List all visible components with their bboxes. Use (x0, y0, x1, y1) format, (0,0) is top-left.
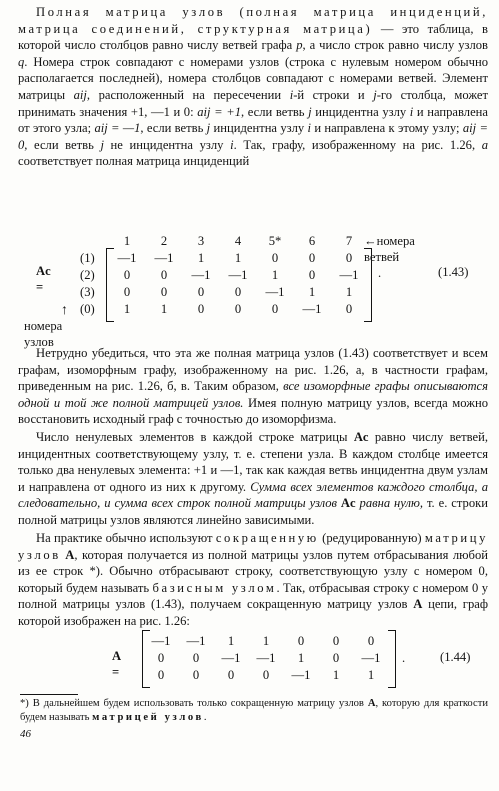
matrix-cell: 1 (160, 302, 168, 316)
reduced-matrix-cell: 0 (192, 651, 200, 665)
reduced-matrix-trailing-dot: . (402, 651, 406, 665)
matrix-cell: 0 (197, 302, 205, 316)
reduced-matrix-cell: —1 (151, 634, 171, 648)
matrix-cell: 0 (160, 268, 168, 282)
reduced-matrix-cell: 1 (367, 668, 375, 682)
footnote: *) В дальнейшем будем использовать только сокращенную матрицу узлов A, которую для краткости будем называть матрицей узлов. (20, 698, 488, 723)
reduced-matrix-cell: 0 (297, 634, 305, 648)
matrix-cell: 1 (234, 251, 242, 265)
equation-number-1-44: (1.44) (440, 650, 471, 664)
matrix-cell: 0 (123, 285, 131, 299)
reduced-matrix-cell: 1 (297, 651, 305, 665)
matrix-cell: 0 (197, 285, 205, 299)
matrix-cell: 0 (345, 302, 353, 316)
matrix-row-label: (3) (80, 285, 95, 299)
reduced-matrix-cell: 0 (157, 651, 165, 665)
matrix-column-header: 4 (234, 234, 242, 248)
reduced-matrix-cell: 0 (332, 634, 340, 648)
reduced-matrix-cell: —1 (186, 634, 206, 648)
matrix-cell: 0 (271, 251, 279, 265)
equation-number-1-43: (1.43) (438, 265, 469, 279)
matrix-cell: —1 (265, 285, 285, 299)
matrix-row-label: (2) (80, 268, 95, 282)
matrix-cell: 1 (123, 302, 131, 316)
reduced-matrix-cell: 0 (332, 651, 340, 665)
matrix-cell: 0 (123, 268, 131, 282)
paragraph-isomorphism: Нетрудно убедиться, что эта же полная матрица узлов (1.43) соответствует и всем графам, изоморфным графу, изображенному на рис. 1.26, а, в частности графам, приведенным на рис. 1.26, б, в. Таким образом, все изоморфные графы описываются одной и той же полной матрицей узлов. Имея полную матрицу узлов, всегда можно восстановить исходный граф с точностью до изоморфизма. (18, 346, 488, 427)
reduced-matrix-label: A = (112, 649, 121, 679)
matrix-column-header: 3 (197, 234, 205, 248)
matrix-cell: —1 (302, 302, 322, 316)
matrix-cell: —1 (228, 268, 248, 282)
matrix-cell: 1 (197, 251, 205, 265)
matrix-cell: —1 (117, 251, 137, 265)
matrix-column-header: 7 (345, 234, 353, 248)
reduced-matrix-cell: 0 (157, 668, 165, 682)
page-number: 46 (20, 728, 31, 740)
paragraph-definition: Полная матрица узлов (полная матрица инциденций, матрица соединений, структурная матрица) — это таблица, в которой число столбцов равно числу ветвей графа p, а число строк равно числу узлов q. Номера строк совпадают с номерами узлов (строка с нулевым номером обычно располагается последней), номера столбцов совпадают с номерами ветвей. Элемент матрицы aij, расположенный на пересечении i-й строки и j-го столбца, может принимать значения +1, —1 и 0: aij = +1, если ветвь j инцидентна узлу i и направлена от этого узла; aij = —1, если ветвь j инцидентна узлу i и направлена к этому узлу; aij = 0, если ветвь j не инцидентна узлу i. Так, графу, изображенному на рис. 1.26, а соответствует полная матрица инциденций (18, 5, 489, 169)
matrix-column-header: 1 (123, 234, 131, 248)
matrix-column-header: 5* (268, 234, 282, 248)
reduced-matrix-cell: 1 (332, 668, 340, 682)
matrix-cell: 0 (160, 285, 168, 299)
reduced-matrix-cell: 0 (367, 634, 375, 648)
matrix-cell: 0 (308, 251, 316, 265)
reduced-matrix-cell: 0 (262, 668, 270, 682)
reduced-matrix-right-bracket (388, 630, 396, 688)
matrix-cell: —1 (191, 268, 211, 282)
matrix-cell: 0 (345, 251, 353, 265)
reduced-matrix-cell: 0 (227, 668, 235, 682)
node-numbers-note: номера узлов (24, 319, 63, 349)
reduced-matrix-cell: —1 (291, 668, 311, 682)
term-full-node-matrix: Полная матрица узлов (полная матрица инциденций, матрица соединений, структурная матрица) (18, 5, 488, 36)
matrix-column-header: 6 (308, 234, 316, 248)
paragraph-nonzero-elements: Число ненулевых элементов в каждой строке матрицы Aс равно числу ветвей, инцидентных соответствующему узлу, т. е. степени узла. В каждом столбце имеется только два ненулевых элемента: +1 и —1, так как каждая ветвь инцидентна двум узлам и направлена от одного из них к другому. Сумма всех элементов каждого столбца, а следовательно, и сумма всех строк полной матрицы узлов Aс равна нулю, т. е. строки полной матрицы узлов являются линейно зависимыми. (18, 430, 489, 527)
matrix-row-label: (0) (80, 302, 95, 316)
matrix-trailing-dot: . (378, 266, 382, 280)
reduced-matrix-cell: 1 (262, 634, 270, 648)
reduced-matrix-cell: —1 (256, 651, 276, 665)
branch-numbers-note: ←номера ветвей (364, 234, 415, 264)
reduced-matrix-cell: —1 (221, 651, 241, 665)
reduced-matrix-cell: 0 (192, 668, 200, 682)
matrix-right-bracket (364, 248, 372, 322)
matrix-cell: 1 (308, 285, 316, 299)
matrix-column-header: 2 (160, 234, 168, 248)
up-arrow-icon: ↑ (61, 303, 68, 318)
matrix-cell: 0 (271, 302, 279, 316)
matrix-cell: 0 (234, 302, 242, 316)
footnote-rule (20, 694, 78, 695)
matrix-cell: 0 (234, 285, 242, 299)
matrix-cell: —1 (339, 268, 359, 282)
matrix-cell: 1 (345, 285, 353, 299)
reduced-matrix-cell: —1 (361, 651, 381, 665)
matrix-cell: 0 (308, 268, 316, 282)
matrix-row-label: (1) (80, 251, 95, 265)
matrix-cell: —1 (154, 251, 174, 265)
matrix-label: Aс = (36, 264, 51, 294)
matrix-cell: 1 (271, 268, 279, 282)
reduced-matrix-cell: 1 (227, 634, 235, 648)
paragraph-reduced-matrix: На практике обычно используют сокращенную (редуцированную) матрицу узлов A, которая получается из полной матрицы узлов путем отбрасывания любой из ее строк *). Обычно отбрасывают строку, соответствующую узлу с номером 0, который будем называть базисным узлом. Так, отбрасывая строку с номером 0 у полной матрицы узлов (1.43), получаем сокращенную матрицу узлов A цепи, граф которой изображен на рис. 1.26: (18, 531, 489, 628)
